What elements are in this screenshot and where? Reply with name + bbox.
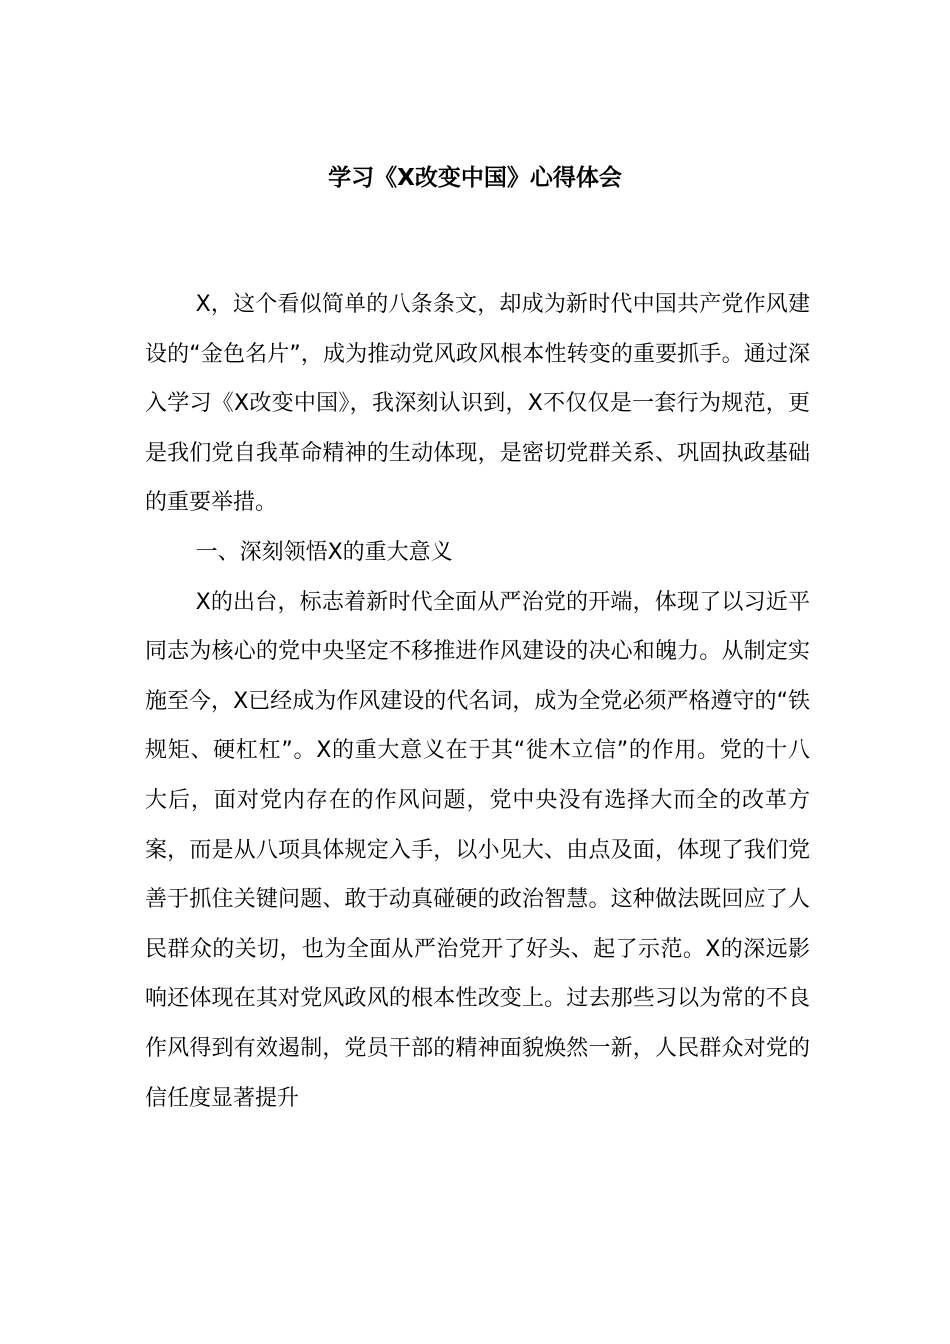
document-body — [145, 280, 810, 1123]
body-paragraph: X的出台，标志着新时代全面从严治党的开端，体现了以习近平同志为核心的党中央坚定不移推进作风建设的决心和魄力。从制定实施至今，X已经成为作风建设的代名词，成为全党必须严格遵守的“铁规矩、硬杠杠”。X的重大意义在于其“徙木立信”的作用。党的十八大后，面对党内存在的作风问题，党中央没有选择大而全的改革方案，而是从八项具体规定入手，以小见大、由点及面，体现了我们党善于抓住关键问题、敢于动真碰硬的政治智慧。这种做法既回应了人民群众的关切，也为全面从严治党开了好头、起了示范。X的深远影响还体现在其对党风政风的根本性改变上。过去那些习以为常的不良作风得到有效遏制，党员干部的精神面貌焕然一新，人民群众对党的信任度显著提升 — [145, 589, 810, 1111]
intro-paragraph: X，这个看似简单的八条条文，却成为新时代中国共产党作风建设的“金色名片”，成为推动党风政风根本性转变的重要抓手。通过深入学习《X改变中国》，我深刻认识到，X不仅仅是一套行为规范，更是我们党自我革命精神的生动体现，是密切党群关系、巩固执政基础的重要举措。 — [145, 292, 810, 516]
document-title: 学习《X改变中国》心得体会 — [328, 165, 622, 191]
section-heading: 一、深刻领悟X的重大意义 — [195, 539, 453, 565]
